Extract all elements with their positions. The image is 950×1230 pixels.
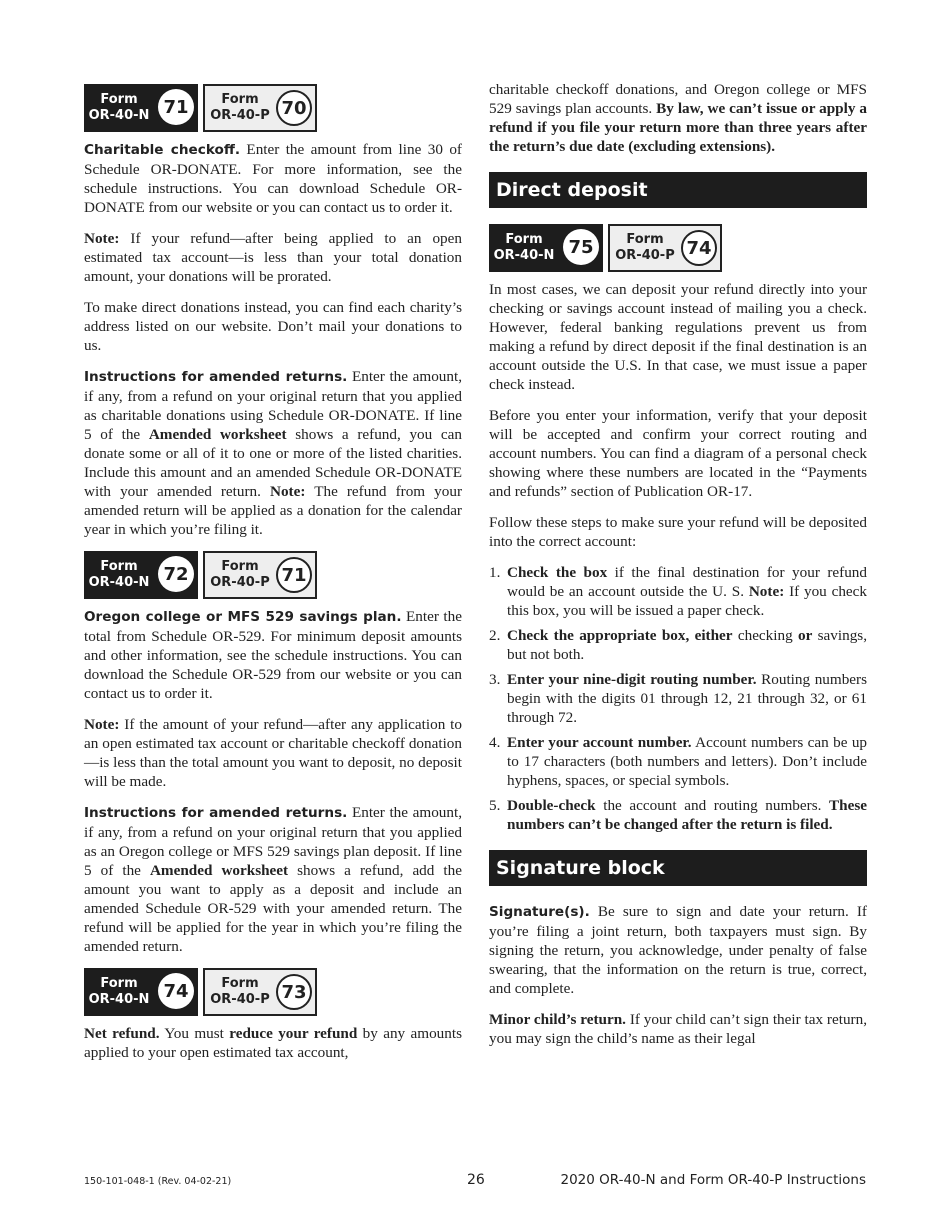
or-40-p-badge (608, 224, 722, 272)
body-text: Enter the amount from line 30 of Schedule OR-DONATE. For more information, see the schedule instructions. You can download Schedule OR-DONATE from our website or you can contact us to order it. (84, 141, 462, 216)
badge-line-number: 75 (563, 229, 599, 265)
bold-text: reduce your refund (229, 1025, 358, 1042)
direct-donations-paragraph: To make direct donations instead, you can find each charity’s address listed on our website. Don’t mail your donations to us. (84, 299, 462, 354)
amended-returns-heading: Instructions for amended returns. (84, 369, 348, 385)
body-text: checking (732, 627, 798, 644)
body-text: You must (159, 1025, 230, 1042)
page-number: 26 (467, 1172, 485, 1188)
minor-child-heading: Minor child’s return. (489, 1011, 626, 1028)
amended-returns-heading: Instructions for amended returns. (84, 805, 348, 821)
minor-child-paragraph (489, 1010, 867, 1048)
or-40-p-badge (203, 968, 317, 1016)
bold-text: Double-check (507, 797, 596, 814)
or-40-n-badge (84, 84, 198, 132)
step-number: 3. (489, 671, 501, 688)
note-paragraph (84, 229, 462, 286)
right-column (489, 80, 867, 1060)
direct-deposit-paragraph: In most cases, we can deposit your refund directly into your checking or savings account instead of mailing you a check. However, federal banking regulations prevent us from making a refund by direct deposit if the final destination is an account outside the U.S. In that case, we must issue a paper check instead. (489, 281, 867, 393)
body-text: shows a refund, add the amount you want to apply as a deposit and include an amended Schedule OR-529 with your amended return. The refund will be applied for the year in which you’re filing the amended return. (84, 862, 462, 955)
net-refund-paragraph (84, 1024, 462, 1062)
body-text: Routing numbers begin with the digits 01 through 12, 21 through 32, or 61 through 72. (507, 671, 867, 726)
badge-form-code: OR-40-N (493, 248, 555, 263)
deposit-steps-list (489, 563, 867, 834)
badge-form-label: Form (221, 92, 259, 107)
line-badges (84, 551, 462, 601)
or-40-n-badge (84, 968, 198, 1016)
verify-info-paragraph: Before you enter your information, verify that your deposit will be accepted and confirm your correct routing and account numbers. You can find a diagram of a personal check showing where these numbers are located in the “Payments and refunds” section of Publication OR-17. (489, 407, 867, 500)
bold-text: Enter your nine-digit routing number. (507, 671, 757, 688)
signature-block-heading: Signature block (489, 850, 867, 886)
badge-form-label: Form (100, 559, 138, 574)
badge-form-code: OR-40-N (88, 575, 150, 590)
body-text: Enter the amount, if any, from a refund on your original return that you applied as an Oregon college or MFS 529 savings plan deposit. If line 5 of the (84, 804, 462, 879)
charitable-checkoff-paragraph (84, 140, 462, 217)
badge-form-label: Form (100, 92, 138, 107)
bold-text: Check the appropriate box, either (507, 627, 733, 644)
amended-returns-paragraph (84, 803, 462, 956)
signatures-paragraph (489, 902, 867, 998)
body-text: if the final destination for your refund would be an account outside the U. S. (507, 564, 867, 600)
net-refund-heading: Net refund. (84, 1025, 160, 1042)
signatures-heading: Signature(s). (489, 904, 590, 920)
badge-form-label: Form (505, 232, 543, 247)
badge-form-code: OR-40-P (615, 248, 675, 263)
badge-form-label: Form (100, 976, 138, 991)
badge-form-code: OR-40-P (210, 992, 270, 1007)
badge-line-number: 72 (158, 556, 194, 592)
amended-returns-paragraph (84, 367, 462, 539)
note-paragraph (84, 715, 462, 791)
step-number: 1. (489, 564, 501, 581)
bold-text: Note: (748, 583, 785, 600)
step-number: 4. (489, 734, 501, 751)
badge-line-number: 73 (276, 974, 312, 1010)
net-refund-continued-paragraph (489, 80, 867, 156)
bold-text: Amended worksheet (148, 426, 287, 443)
body-text: If you check this box, you will be issued a paper check. (507, 583, 868, 619)
line-badges (84, 84, 462, 134)
list-item (489, 796, 867, 834)
list-item (489, 563, 867, 620)
body-text: by any amounts applied to your open estimated tax account, (84, 1025, 462, 1061)
charitable-checkoff-heading: Charitable checkoff. (84, 142, 241, 158)
body-text: If your child can’t sign their tax return, you may sign the child’s name as their legal (489, 1011, 867, 1047)
bold-text: By law, we can’t issue or apply a refund if you file your return more than three years after the return’s due date (excluding extensions). (489, 100, 867, 155)
list-item (489, 670, 867, 727)
badge-form-code: OR-40-N (88, 992, 150, 1007)
badge-line-number: 70 (276, 90, 312, 126)
bold-text: These numbers can’t be changed after the return is filed. (507, 797, 867, 833)
body-text: Be sure to sign and date your return. If you’re filing a joint return, both taxpayers must sign. By signing the return, you acknowledge, under penalty of false swearing, that the information on the return is true, correct, and complete. (489, 903, 867, 997)
college-savings-paragraph (84, 607, 462, 703)
left-column (84, 80, 462, 1074)
direct-deposit-heading: Direct deposit (489, 172, 867, 208)
body-text: Enter the amount, if any, from a refund on your original return that you applied as charitable donations using Schedule OR-DONATE. If line 5 of the (84, 368, 462, 443)
badge-form-label: Form (221, 559, 259, 574)
line-badges (84, 968, 462, 1018)
follow-steps-paragraph: Follow these steps to make sure your refund will be deposited into the correct account: (489, 514, 867, 550)
list-item (489, 733, 867, 790)
or-40-p-badge (203, 551, 317, 599)
body-text: the account and routing numbers. (595, 797, 830, 814)
bold-text: Check the box (507, 564, 608, 581)
page-footer (84, 1172, 866, 1192)
badge-line-number: 71 (158, 89, 194, 125)
body-text: If your refund—after being applied to an open estimated tax account—is less than your total donation amount, your donations will be prorated. (84, 230, 462, 285)
badge-line-number: 74 (681, 230, 717, 266)
or-40-p-badge (203, 84, 317, 132)
form-revision-code: 150-101-048-1 (Rev. 04-02-21) (84, 1176, 232, 1187)
bold-text: Note: (269, 483, 306, 500)
badge-form-label: Form (626, 232, 664, 247)
list-item (489, 626, 867, 664)
bold-text: or (797, 627, 813, 644)
note-label: Note: (84, 716, 120, 733)
document-title: 2020 OR-40-N and Form OR-40-P Instructions (560, 1172, 866, 1188)
body-text: If the amount of your refund—after any application to an open estimated tax account or charitable checkoff donation—is less than the total amount you want to deposit, no deposit will be made. (84, 716, 462, 790)
badge-line-number: 71 (276, 557, 312, 593)
badge-form-code: OR-40-P (210, 108, 270, 123)
college-savings-heading: Oregon college or MFS 529 savings plan. (84, 609, 402, 625)
body-text: charitable checkoff donations, and Oregon college or MFS 529 savings plan accounts. (489, 81, 867, 117)
badge-form-code: OR-40-P (210, 575, 270, 590)
bold-text: Amended worksheet (149, 862, 289, 879)
body-text: savings, but not both. (507, 627, 867, 663)
body-text: Account numbers can be up to 17 characters (both numbers and letters). Don’t include hyphens, spaces, or special symbols. (507, 734, 868, 789)
bold-text: Enter your account number. (507, 734, 692, 751)
badge-line-number: 74 (158, 973, 194, 1009)
body-text: Enter the total from Schedule OR-529. For minimum deposit amounts and other information, see the schedule instructions. You can download the Schedule OR-529 from our website or you can contact us to order it. (84, 608, 462, 702)
badge-form-label: Form (221, 976, 259, 991)
step-number: 2. (489, 627, 501, 644)
body-text: The refund from your amended return will be applied as a donation for the calendar year in which you’re filing it. (84, 483, 462, 538)
badge-form-code: OR-40-N (88, 108, 150, 123)
line-badges (489, 224, 867, 274)
step-number: 5. (489, 797, 501, 814)
or-40-n-badge (489, 224, 603, 272)
or-40-n-badge (84, 551, 198, 599)
body-text: shows a refund, you can donate some or all of it to one or more of the listed charities. Include this amount and an amended Schedule OR-DONATE with your amended return. (84, 426, 462, 500)
note-label: Note: (84, 230, 120, 247)
